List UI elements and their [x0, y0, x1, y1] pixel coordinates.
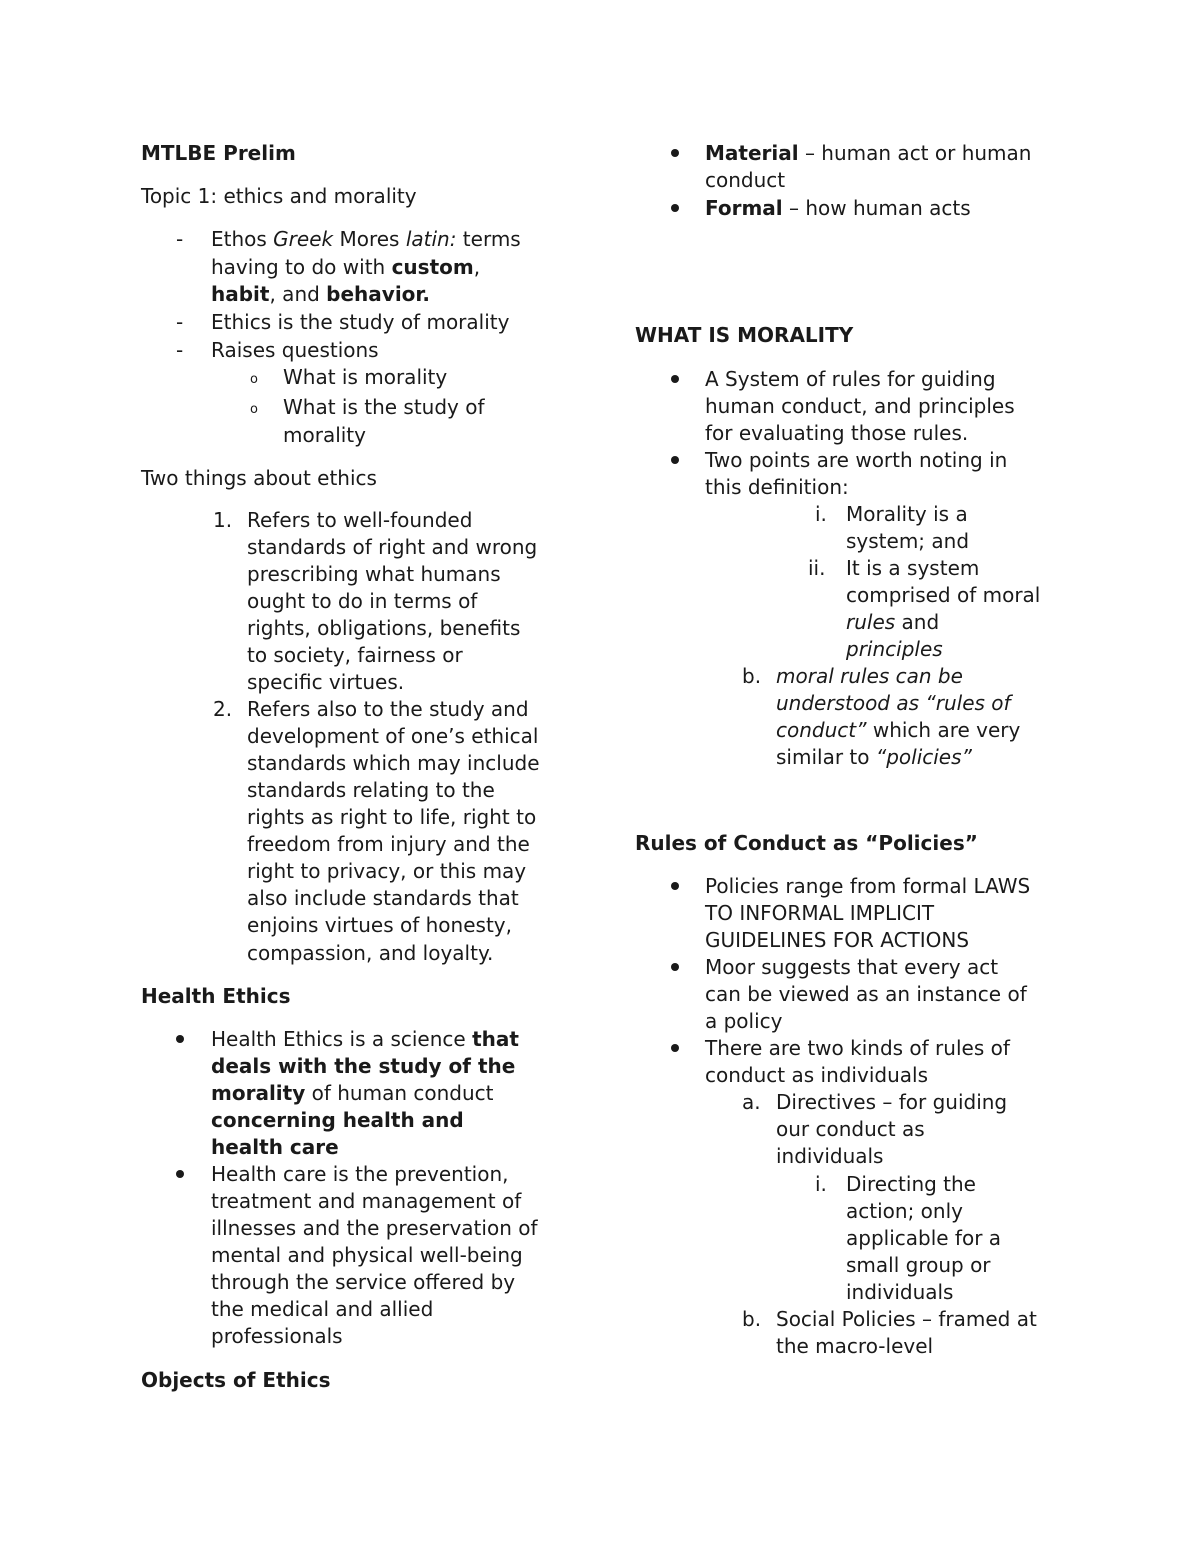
health-bullet-1-line: concerning health and	[211, 1108, 464, 1132]
bullet-icon	[671, 375, 679, 383]
health-bullet-1-line: health care	[211, 1135, 339, 1159]
numbered-item-2-line: enjoins virtues of honesty,	[247, 913, 512, 937]
circle-bullet-icon: o	[250, 372, 258, 387]
numbered-item-2-line: also include standards that	[247, 886, 519, 910]
topic-heading: Topic 1: ethics and morality	[141, 184, 417, 208]
numbered-item-1-line: specific virtues.	[247, 670, 405, 694]
numbered-item-2-line: rights as right to life, right to	[247, 805, 537, 829]
numbered-item-1-line: to society, fairness or	[247, 643, 463, 667]
directing-line: Directing the	[846, 1172, 976, 1196]
numbered-item-2-line: compassion, and loyalty.	[247, 941, 494, 965]
question-2-line-2: morality	[283, 423, 366, 447]
dash-marker: -	[176, 227, 184, 251]
morality-bullet-1-line: human conduct, and principles	[705, 394, 1015, 418]
bullet-icon	[671, 149, 679, 157]
numbered-item-2-line: Refers also to the study and	[247, 697, 529, 721]
policies-bullet-2-line: can be viewed as an instance of	[705, 982, 1027, 1006]
dash-item-1-line-2: having to do with custom,	[211, 255, 481, 279]
number-marker: 1.	[213, 508, 233, 532]
bullet-icon	[176, 1035, 184, 1043]
roman-marker: i.	[815, 502, 827, 526]
directing-line: individuals	[846, 1280, 954, 1304]
numbered-item-2-line: freedom from injury and the	[247, 832, 530, 856]
health-ethics-heading: Health Ethics	[141, 984, 291, 1008]
health-bullet-1-line: morality of human conduct	[211, 1081, 494, 1105]
dash-item-3: Raises questions	[211, 338, 379, 362]
directing-line: applicable for a	[846, 1226, 1002, 1250]
roman-ii-line: rules and	[846, 610, 940, 634]
policies-heading: Rules of Conduct as “Policies”	[635, 831, 978, 855]
dash-marker: -	[176, 310, 184, 334]
directives-line: our conduct as	[776, 1117, 925, 1141]
numbered-item-1-line: standards of right and wrong	[247, 535, 538, 559]
health-bullet-2-line: illnesses and the preservation of	[211, 1216, 538, 1240]
bullet-icon	[671, 1044, 679, 1052]
dash-item-1-line-1: Ethos Greek Mores latin: terms	[211, 227, 521, 251]
roman-i-line: Morality is a	[846, 502, 968, 526]
bullet-icon	[671, 882, 679, 890]
directing-line: action; only	[846, 1199, 963, 1223]
dash-marker: -	[176, 338, 184, 362]
circle-bullet-icon: o	[250, 402, 258, 417]
health-bullet-2-line: Health care is the prevention,	[211, 1162, 509, 1186]
letter-marker: b.	[742, 1307, 762, 1331]
roman-i-line: system; and	[846, 529, 970, 553]
morality-bullet-2-line: Two points are worth noting in	[705, 448, 1008, 472]
policies-bullet-1-line: TO INFORMAL IMPLICIT	[705, 901, 935, 925]
b-item-line: moral rules can be	[776, 664, 963, 688]
material-line-2: conduct	[705, 168, 786, 192]
roman-marker: ii.	[808, 556, 826, 580]
two-things-heading: Two things about ethics	[141, 466, 377, 490]
morality-bullet-1-line: A System of rules for guiding	[705, 367, 996, 391]
policies-bullet-3-line: conduct as individuals	[705, 1063, 928, 1087]
roman-ii-line: comprised of moral	[846, 583, 1041, 607]
social-policies-line: the macro-level	[776, 1334, 934, 1358]
bullet-icon	[176, 1170, 184, 1178]
letter-marker: a.	[742, 1090, 761, 1114]
policies-bullet-1-line: Policies range from formal LAWS	[705, 874, 1031, 898]
numbered-item-1-line: Refers to well-founded	[247, 508, 473, 532]
roman-ii-line: principles	[846, 637, 943, 661]
morality-heading: WHAT IS MORALITY	[635, 323, 854, 347]
objects-of-ethics-heading: Objects of Ethics	[141, 1368, 331, 1392]
formal-line: Formal – how human acts	[705, 196, 971, 220]
roman-ii-line: It is a system	[846, 556, 980, 580]
directing-line: small group or	[846, 1253, 991, 1277]
health-bullet-1-line: Health Ethics is a science that	[211, 1027, 519, 1051]
b-item-line: similar to “policies”	[776, 745, 972, 769]
numbered-item-2-line: standards relating to the	[247, 778, 495, 802]
health-bullet-2-line: treatment and management of	[211, 1189, 522, 1213]
health-bullet-2-line: mental and physical well-being	[211, 1243, 523, 1267]
health-bullet-2-line: through the service offered by	[211, 1270, 516, 1294]
roman-marker: i.	[815, 1172, 827, 1196]
dash-item-1-line-3: habit, and behavior.	[211, 282, 431, 306]
number-marker: 2.	[213, 697, 233, 721]
health-bullet-2-line: the medical and allied	[211, 1297, 434, 1321]
policies-bullet-3-line: There are two kinds of rules of	[705, 1036, 1010, 1060]
morality-bullet-2-line: this definition:	[705, 475, 849, 499]
health-bullet-2-line: professionals	[211, 1324, 343, 1348]
bullet-icon	[671, 204, 679, 212]
numbered-item-1-line: rights, obligations, benefits	[247, 616, 521, 640]
policies-bullet-1-line: GUIDELINES FOR ACTIONS	[705, 928, 970, 952]
directives-line: individuals	[776, 1144, 884, 1168]
dash-item-2: Ethics is the study of morality	[211, 310, 510, 334]
numbered-item-1-line: prescribing what humans	[247, 562, 501, 586]
letter-marker: b.	[742, 664, 762, 688]
social-policies-line: Social Policies – framed at	[776, 1307, 1037, 1331]
health-bullet-1-line: deals with the study of the	[211, 1054, 516, 1078]
morality-bullet-1-line: for evaluating those rules.	[705, 421, 969, 445]
numbered-item-2-line: right to privacy, or this may	[247, 859, 527, 883]
document-title: MTLBE Prelim	[141, 141, 296, 165]
numbered-item-2-line: standards which may include	[247, 751, 540, 775]
directives-line: Directives – for guiding	[776, 1090, 1008, 1114]
question-2-line-1: What is the study of	[283, 395, 485, 419]
numbered-item-1-line: ought to do in terms of	[247, 589, 478, 613]
b-item-line: understood as “rules of	[776, 691, 1011, 715]
bullet-icon	[671, 456, 679, 464]
numbered-item-2-line: development of one’s ethical	[247, 724, 539, 748]
policies-bullet-2-line: Moor suggests that every act	[705, 955, 999, 979]
b-item-line: conduct” which are very	[776, 718, 1021, 742]
material-line-1: Material – human act or human	[705, 141, 1032, 165]
question-1: What is morality	[283, 365, 448, 389]
bullet-icon	[671, 963, 679, 971]
policies-bullet-2-line: a policy	[705, 1009, 783, 1033]
